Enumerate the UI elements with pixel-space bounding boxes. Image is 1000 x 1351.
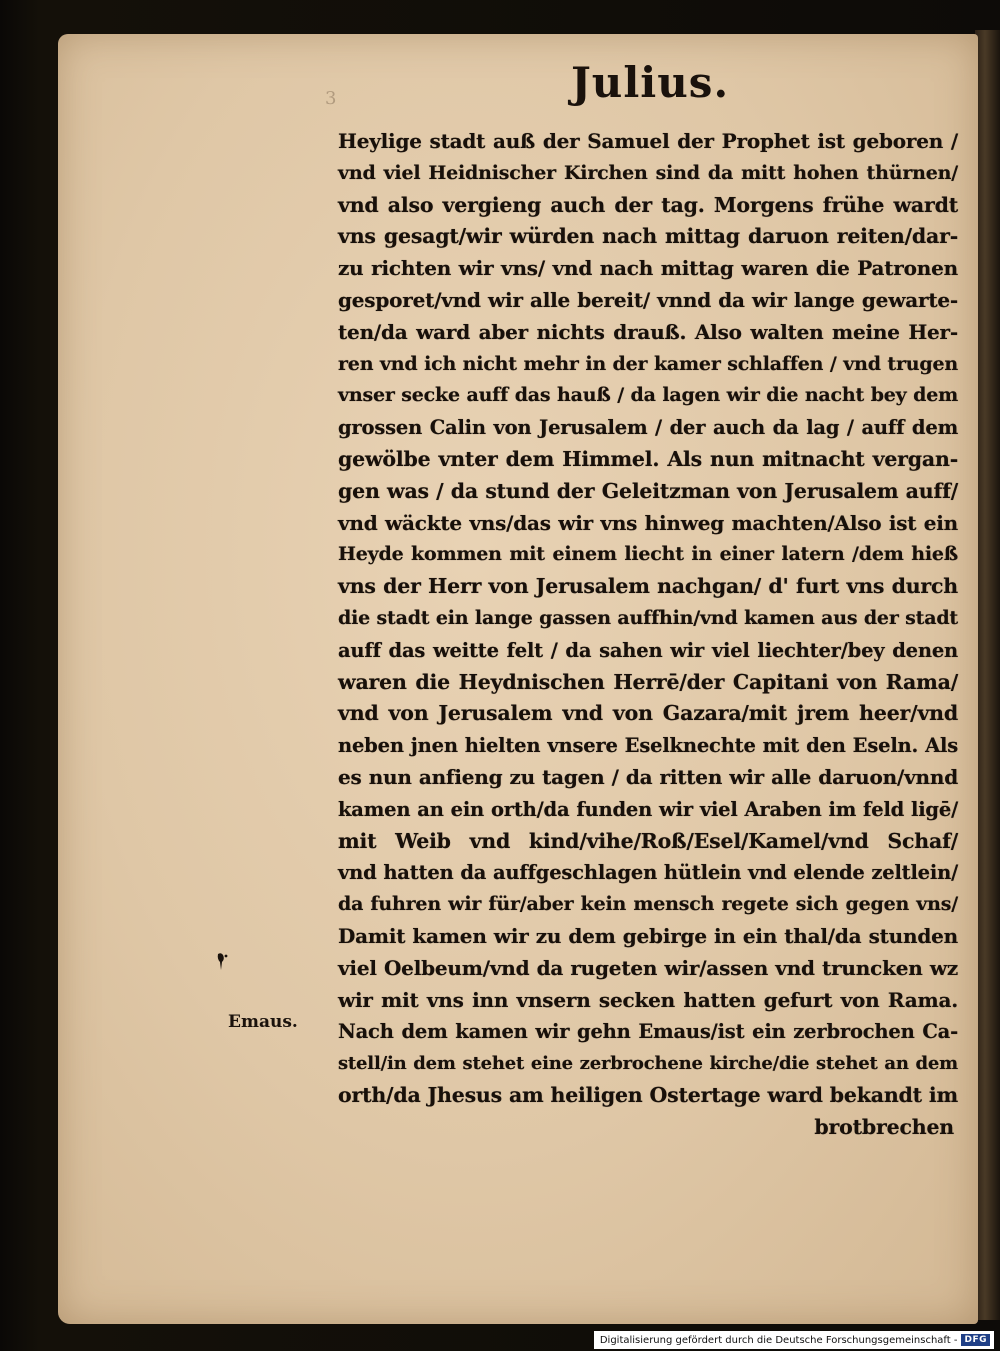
text-line: ten/da ward aber nichts drauß. Also walten meine Her- xyxy=(338,319,958,344)
faded-page-mark: 3 xyxy=(325,88,337,109)
marginal-note: Emaus. xyxy=(228,1012,298,1032)
text-line: Heylige stadt auß der Samuel der Prophet ist geboren / xyxy=(338,129,958,153)
text-line: vnd also vergieng auch der tag. Morgens frühe wardt xyxy=(338,192,958,217)
text-line: da fuhren wir für/aber kein mensch regete sich gegen vns/ xyxy=(338,893,958,916)
text-line: gesporet/vnd wir alle bereit/ vnnd da wir lange gewarte- xyxy=(338,287,958,312)
text-line: stell/in dem stehet eine zerbrochene kirche/die stehet an dem xyxy=(338,1053,958,1075)
text-line: es nun anfieng zu tagen / da ritten wir alle daruon/vnnd xyxy=(338,764,958,789)
text-line: vnd wäckte vns/das wir vns hinweg machten/Also ist ein xyxy=(338,510,958,535)
text-line: mit Weib vnd kind/vihe/Roß/Esel/Kamel/vnd Schaf/ xyxy=(338,828,958,853)
body-text xyxy=(338,126,958,1144)
text-line: vns gesagt/wir würden nach mittag daruon reiten/dar- xyxy=(338,224,958,249)
text-line: Damit kamen wir zu dem gebirge in ein thal/da stunden xyxy=(338,923,958,948)
text-line: brotbrechen xyxy=(814,1114,954,1139)
text-line: vns der Herr von Jerusalem nachgan/ d' furt vns durch xyxy=(338,574,958,599)
text-line: die stadt ein lange gassen auffhin/vnd kamen aus der stadt xyxy=(338,606,958,629)
text-line: orth/da Jhesus am heiligen Ostertage ward bekandt im xyxy=(338,1082,958,1107)
text-line: grossen Calin von Jerusalem / der auch da lag / auff dem xyxy=(338,416,958,440)
text-line: waren die Heydnischen Herrē/der Capitani von Rama/ xyxy=(338,669,958,694)
text-line: wir mit vns inn vnsern secken hatten gefurt von Rama. xyxy=(338,987,958,1012)
text-line: viel Oelbeum/vnd da rugeten wir/assen vnd truncken wz xyxy=(338,955,958,980)
text-line: gewölbe vnter dem Himmel. Als nun mitnacht vergan- xyxy=(338,446,958,471)
text-line: Nach dem kamen wir gehn Emaus/ist ein zerbrochen Ca- xyxy=(338,1020,958,1044)
ink-blot-mark xyxy=(215,950,229,972)
text-line: ren vnd ich nicht mehr in der kamer schlaffen / vnd trugen xyxy=(338,352,958,375)
running-header: Julius. xyxy=(570,58,730,107)
digitization-footer xyxy=(594,1331,994,1349)
book-edge xyxy=(975,30,1000,1320)
footer-text: Digitalisierung gefördert durch die Deutsche Forschungsgemeinschaft - xyxy=(599,1334,958,1346)
text-line: gen was / da stund der Geleitzman von Jerusalem auff/ xyxy=(338,478,958,503)
text-line: neben jnen hielten vnsere Eselknechte mit den Eseln. Als xyxy=(338,734,958,758)
text-line: vnd von Jerusalem vnd von Gazara/mit jrem heer/vnd xyxy=(338,701,958,726)
text-line: Heyde kommen mit einem liecht in einer latern /dem hieß xyxy=(338,543,958,566)
text-line: vnd hatten da auffgeschlagen hütlein vnd elende zeltlein/ xyxy=(338,861,958,885)
dfg-logo: DFG xyxy=(961,1334,990,1346)
text-line: vnser secke auff das hauß / da lagen wir die nacht bey dem xyxy=(338,384,958,407)
text-line: vnd viel Heidnischer Kirchen sind da mitt hohen thürnen/ xyxy=(338,161,958,184)
text-line: zu richten wir vns/ vnd nach mittag waren die Patronen xyxy=(338,256,958,281)
text-line: kamen an ein orth/da funden wir viel Araben im feld ligē/ xyxy=(338,797,958,821)
text-line: auff das weitte felt / da sahen wir viel liechter/bey denen xyxy=(338,638,958,662)
